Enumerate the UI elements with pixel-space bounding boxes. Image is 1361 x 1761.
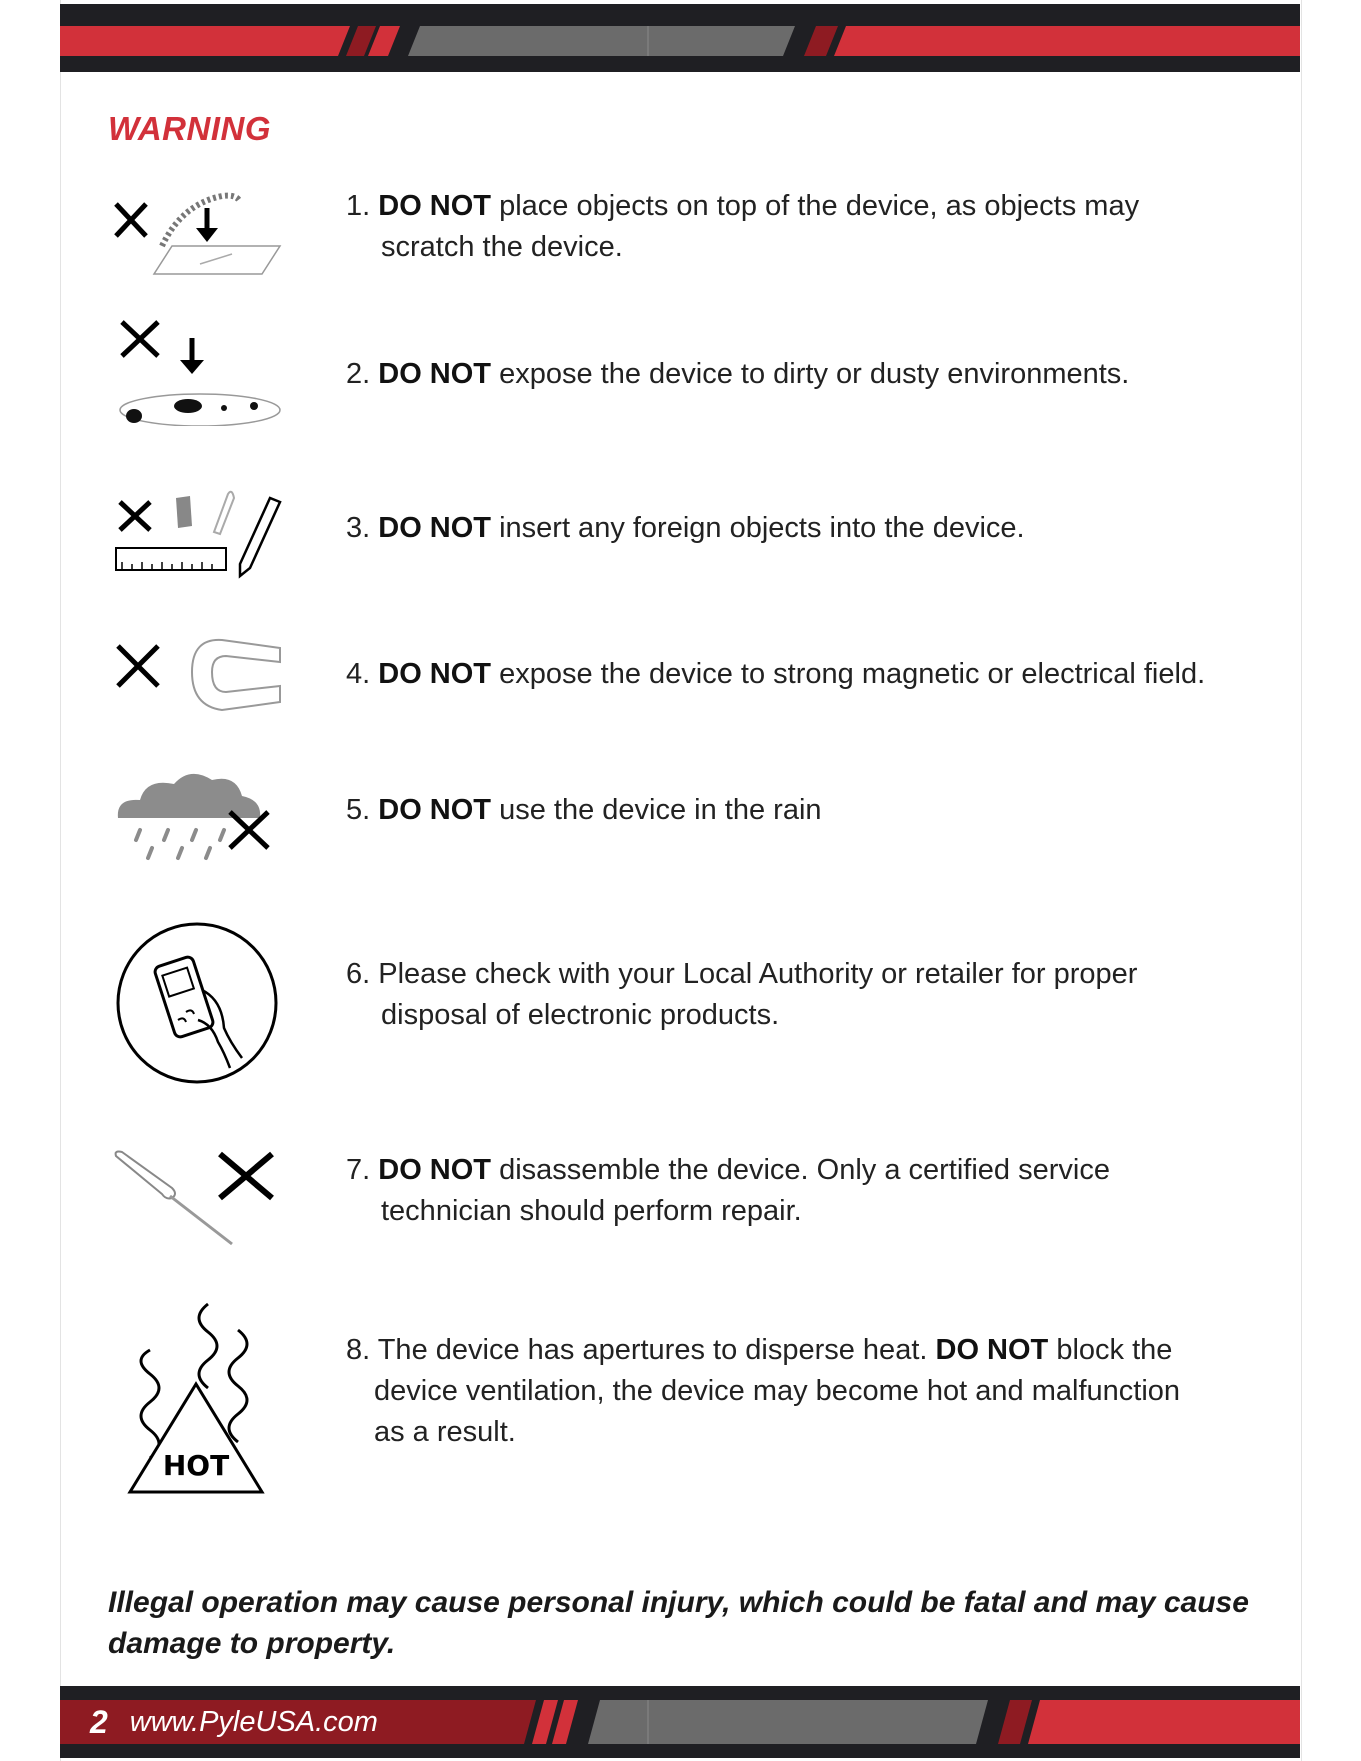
foreign-objects-icon [112, 484, 284, 594]
warning-title: WARNING [108, 110, 271, 147]
hot-warning-icon [112, 1300, 280, 1494]
warning-text-3: 3. DO NOT insert any foreign objects into the device. [346, 512, 1025, 544]
website-link[interactable]: www.PyleUSA.com [129, 1705, 378, 1738]
screwdriver-icon [112, 1148, 284, 1248]
warning-text-2: 2. DO NOT expose the device to dirty or dusty environments. [346, 358, 1130, 390]
hot-label: HOT [162, 1449, 230, 1482]
warning-text-7: 7. DO NOT disassemble the device. Only a certified service technician should perform repair. [346, 1154, 1110, 1227]
rain-cloud-icon [112, 764, 284, 874]
phone-disposal-icon [112, 920, 282, 1086]
warning-text-8: 8. The device has apertures to disperse heat. DO NOT block the device ventilation, the device may become hot and malfunction as a result. [346, 1334, 1181, 1448]
warning-text-6: 6. Please check with your Local Authority or retailer for proper disposal of electronic products. [346, 958, 1138, 1031]
footer [90, 1700, 378, 1744]
closing-warning: Illegal operation may cause personal injury, which could be fatal and may cause damage to property. [108, 1586, 1249, 1660]
page-number: 2 [90, 1703, 108, 1740]
magnet-icon [112, 626, 284, 736]
warning-text-1: 1. DO NOT place objects on top of the device, as objects may scratch the device. [346, 190, 1140, 263]
warning-text-4: 4. DO NOT expose the device to strong magnetic or electrical field. [346, 658, 1206, 690]
objects-on-device-icon [112, 184, 284, 294]
header-band [60, 4, 1300, 72]
dust-icon [112, 316, 284, 426]
warning-text-5: 5. DO NOT use the device in the rain [346, 794, 822, 826]
